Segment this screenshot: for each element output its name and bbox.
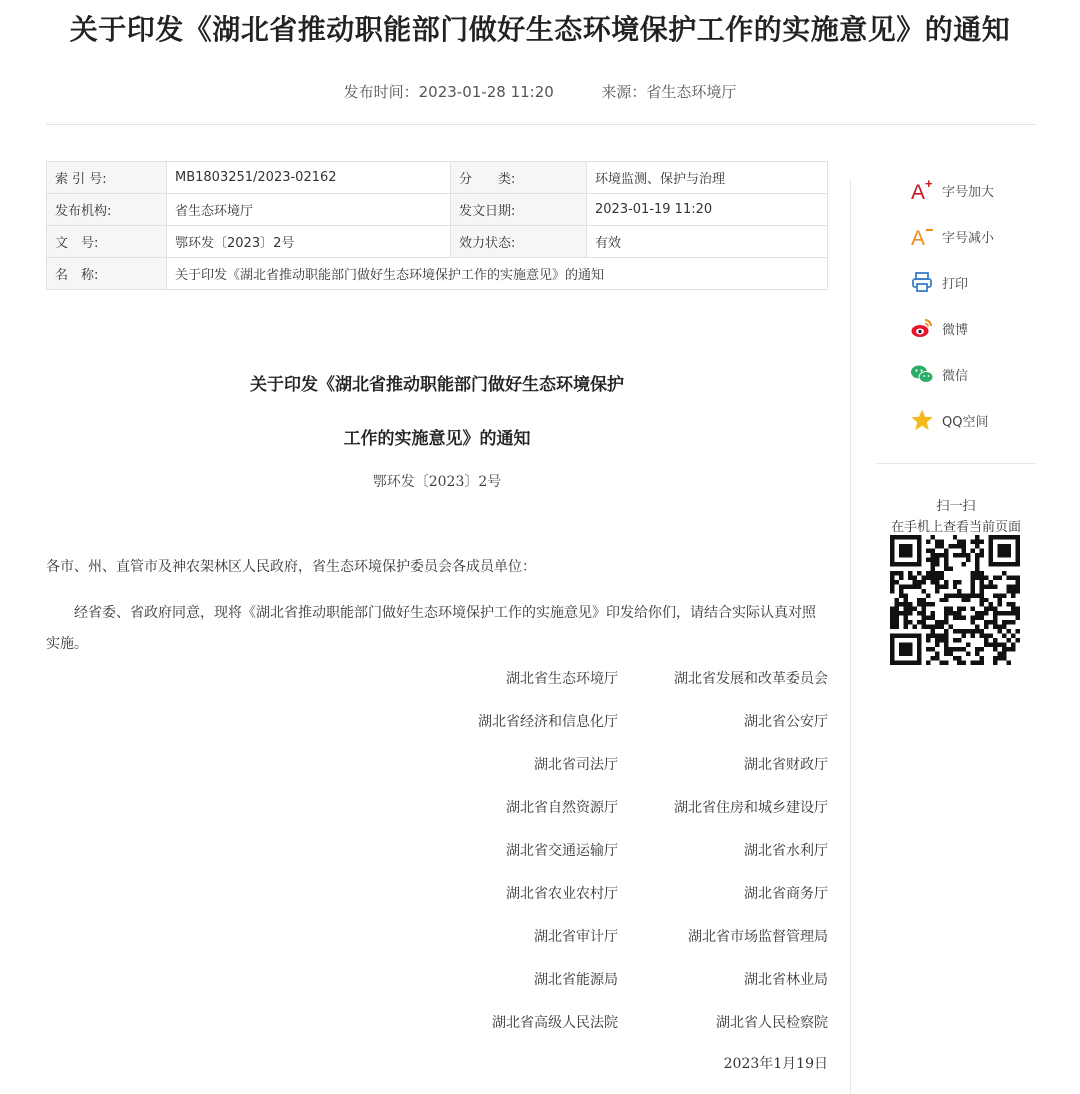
signer: 湖北省公安厅 bbox=[744, 714, 828, 730]
info-label: 文 号: bbox=[47, 226, 167, 258]
info-value: 2023-01-19 11:20 bbox=[587, 194, 828, 226]
signer-list bbox=[430, 668, 828, 1055]
info-value: 省生态环境厅 bbox=[167, 194, 451, 226]
font-decrease-button[interactable] bbox=[910, 223, 994, 249]
source: 省生态环境厅 bbox=[646, 83, 737, 101]
document-info-table bbox=[46, 161, 828, 290]
signer: 湖北省生态环境厅 bbox=[506, 671, 618, 687]
signer-row bbox=[430, 883, 828, 926]
weibo-icon bbox=[910, 316, 934, 340]
font-increase-button[interactable] bbox=[910, 177, 994, 203]
info-value: 环境监测、保护与治理 bbox=[587, 162, 828, 194]
svg-text:+: + bbox=[925, 178, 933, 191]
signer: 湖北省人民检察院 bbox=[716, 1015, 828, 1031]
share-wechat-button[interactable] bbox=[910, 361, 968, 387]
signer-row bbox=[430, 1012, 828, 1055]
info-label: 发文日期: bbox=[451, 194, 587, 226]
page-title: 关于印发《湖北省推动职能部门做好生态环境保护工作的实施意见》的通知 bbox=[69, 13, 1011, 46]
wechat-label: 微信 bbox=[942, 368, 969, 384]
svg-text:A: A bbox=[911, 181, 926, 202]
signer: 湖北省高级人民法院 bbox=[492, 1015, 618, 1031]
signer: 湖北省市场监督管理局 bbox=[688, 929, 828, 945]
signer: 湖北省农业农村厅 bbox=[506, 886, 618, 902]
signer: 湖北省经济和信息化厅 bbox=[478, 714, 618, 730]
signer: 湖北省水利厅 bbox=[744, 843, 828, 859]
document-title-line-2: 工作的实施意见》的通知 bbox=[343, 429, 531, 449]
signer-row bbox=[430, 926, 828, 969]
source-label: 来源： bbox=[601, 83, 647, 101]
signer-row bbox=[430, 754, 828, 797]
qr-code-image bbox=[890, 535, 1020, 665]
qr-caption-scan: 扫一扫 bbox=[936, 499, 976, 514]
qr-caption-view-on-phone: 在手机上查看当前页面 bbox=[890, 520, 1021, 535]
weibo-label: 微博 bbox=[942, 322, 969, 338]
sidebar-divider bbox=[850, 180, 851, 1094]
font-increase-icon bbox=[910, 178, 934, 202]
signer: 湖北省司法厅 bbox=[534, 757, 618, 773]
print-button[interactable] bbox=[910, 269, 968, 295]
font-decrease-label: 字号减小 bbox=[942, 230, 995, 246]
signer-row bbox=[430, 797, 828, 840]
info-label: 分 类: bbox=[451, 162, 587, 194]
table-row bbox=[47, 226, 828, 258]
signer-row bbox=[430, 840, 828, 883]
table-row bbox=[47, 162, 828, 194]
signer-row bbox=[430, 969, 828, 1012]
signer: 湖北省发展和改革委员会 bbox=[674, 671, 828, 687]
printer-icon bbox=[910, 270, 934, 294]
info-value: 有效 bbox=[587, 226, 828, 258]
signer: 湖北省财政厅 bbox=[744, 757, 828, 773]
header-divider bbox=[46, 124, 1036, 125]
table-row bbox=[47, 194, 828, 226]
info-value: 鄂环发〔2023〕2号 bbox=[167, 226, 451, 258]
info-label: 名 称: bbox=[47, 258, 167, 290]
signer: 湖北省林业局 bbox=[744, 972, 828, 988]
signer: 湖北省商务厅 bbox=[744, 886, 828, 902]
publish-time: 2023-01-28 11:20 bbox=[418, 83, 554, 101]
signer-row bbox=[430, 711, 828, 754]
share-qzone-button[interactable] bbox=[910, 407, 988, 433]
signer: 湖北省住房和城乡建设厅 bbox=[674, 800, 828, 816]
qr-code bbox=[890, 535, 1020, 665]
info-value: MB1803251/2023-02162 bbox=[167, 162, 451, 194]
signer: 湖北省能源局 bbox=[534, 972, 618, 988]
signer-row bbox=[430, 668, 828, 711]
publish-meta bbox=[0, 81, 1080, 102]
wechat-icon bbox=[910, 362, 934, 386]
document-addressee: 各市、州、直管市及神农架林区人民政府，省生态环境保护委员会各成员单位： bbox=[46, 559, 536, 575]
document-number: 鄂环发〔2023〕2号 bbox=[372, 474, 502, 490]
font-increase-label: 字号加大 bbox=[942, 184, 995, 200]
signer: 湖北省审计厅 bbox=[534, 929, 618, 945]
qzone-star-icon bbox=[910, 408, 934, 432]
print-label: 打印 bbox=[942, 276, 969, 292]
info-label: 索 引 号: bbox=[47, 162, 167, 194]
signer: 湖北省自然资源厅 bbox=[506, 800, 618, 816]
signer: 湖北省交通运输厅 bbox=[506, 843, 618, 859]
font-decrease-icon bbox=[910, 224, 934, 248]
info-label: 效力状态: bbox=[451, 226, 587, 258]
table-row bbox=[47, 258, 828, 290]
document-title-line-1: 关于印发《湖北省推动职能部门做好生态环境保护 bbox=[250, 375, 624, 395]
qzone-label: QQ空间 bbox=[942, 414, 989, 430]
document-date: 2023年1月19日 bbox=[723, 1056, 828, 1072]
svg-text:A: A bbox=[911, 227, 926, 248]
share-weibo-button[interactable] bbox=[910, 315, 968, 341]
publish-time-label: 发布时间： bbox=[343, 83, 419, 101]
info-value: 关于印发《湖北省推动职能部门做好生态环境保护工作的实施意见》的通知 bbox=[167, 258, 828, 290]
sidebar-separator bbox=[876, 463, 1036, 464]
info-label: 发布机构: bbox=[47, 194, 167, 226]
document-body: 经省委、省政府同意，现将《湖北省推动职能部门做好生态环境保护工作的实施意见》印发给你们，请结合实际认真对照实施。 bbox=[46, 605, 816, 652]
